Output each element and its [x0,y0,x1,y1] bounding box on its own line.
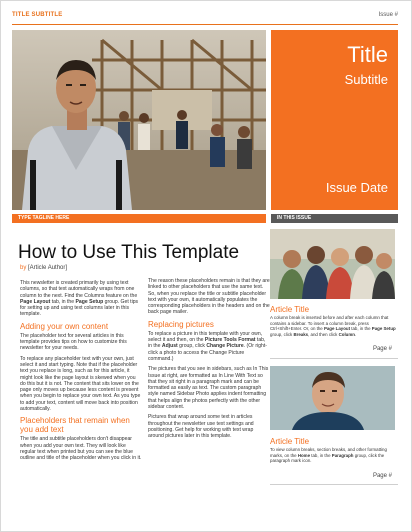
in-this-issue-bar [271,214,398,223]
tagline-text[interactable]: TYPE TAGLINE HERE [18,215,70,221]
in-this-issue-label: IN THIS ISSUE [277,215,312,221]
article-column-2 [148,278,270,444]
cover-subtitle[interactable]: Subtitle [344,72,388,87]
sidebar-article-text[interactable]: To view column breaks, section breaks, and other formatting marks, on the Home tab, in the Paragraph group, click the paragraph mark icon. [270,447,387,463]
sidebar-article-title[interactable]: Article Title [270,437,310,446]
cover-issue-date[interactable]: Issue Date [325,180,388,195]
sidebar-photo-portrait[interactable] [270,366,395,430]
cover-title[interactable]: Title [347,42,388,67]
article-paragraph[interactable]: The placeholder text for several articles in this template provides tips on how to customize this newsletter for your needs. [20,332,127,352]
article-paragraph[interactable]: The reason these placeholders remain is that they are linked to other placeholders that use the same text. So, when you replace the title or subtitle placeholder text with your own, it automatically populates the corresponding placeholders in the headers and on the back page mailer. [148,278,270,316]
article-paragraph[interactable]: Pictures that wrap around some text in articles throughout the newsletter use text settings and positioning. Get help for working with text wrap around pictures later in this template. [148,414,254,440]
byline-prefix: by [20,265,27,271]
sidebar-photo-group[interactable] [270,229,395,299]
article-paragraph[interactable]: The pictures that you see in sidebars, such as In This Issue at right, are formatted as In Line With Text so that they sit right in a paragraph mark and can be formatted as easily as text. The custom paragraph style named Sidebar Photo applies indent formatting that helps align the photos perfectly with the other sidebar content. [148,366,269,411]
article-column-1 [20,280,142,466]
article-paragraph[interactable]: This newsletter is created primarily by using text columns, so that text automatically wraps from one column to the next. Find the Columns feature on the Page Layout tab, in the Page Setup group. Get tips for setting up and using text columns later in this template. [20,280,139,318]
section-heading-placeholders[interactable]: Placeholders that remain when you add text [20,416,130,435]
article-paragraph[interactable]: To replace a picture in this template with your own, select it and then, on the Picture Tools Format tab, in the Adjust group, click Change Picture. (Or right-click a photo to access the Change Picture command.) [148,330,267,362]
sidebar-article-text[interactable]: A column break is inserted before and after each column that contains a sidebar. To insert a column break, press Ctrl+Shift+Enter. Or, on the Page Layout tab, in the Page Setup group, click Breaks, and then click Column. [270,315,396,337]
article-paragraph[interactable]: To replace any placeholder text with your own, just select it and start typing. Note that if the placeholder text you replace is long, such as for this article, it might look like the page layout is skewed when you do this but it is not. The content that sits lower on the page only moves up because less content is present when you begin to replace your own text. As you type to add your text, content will move back into position automatically. [20,355,141,413]
header-subtitle-label: TITLE SUBTITLE [12,12,63,18]
section-heading-replacing-pictures[interactable]: Replacing pictures [148,319,214,329]
article-byline [20,265,67,271]
hero-photo[interactable] [12,30,266,210]
tagline-bar [12,214,266,223]
header-issue-label: Issue # [378,12,398,18]
header-rule [12,24,398,25]
sidebar-divider [270,484,398,485]
sidebar-page-ref[interactable]: Page # [372,473,392,479]
sidebar-divider [270,358,398,359]
article-headline[interactable]: How to Use This Template [18,242,240,263]
section-heading-adding-content[interactable]: Adding your own content [20,321,109,331]
article-paragraph[interactable]: The title and subtitle placeholders don't disappear when you add your own text. They will look like regular text when printed but you can see the blue outline and title of the placeholder when you click in it. [20,436,142,462]
byline-author[interactable]: [Article Author] [28,265,68,271]
cover-title-panel [271,30,398,210]
sidebar-page-ref[interactable]: Page # [372,346,392,352]
sidebar-article-title[interactable]: Article Title [270,305,310,314]
running-header [12,12,398,22]
